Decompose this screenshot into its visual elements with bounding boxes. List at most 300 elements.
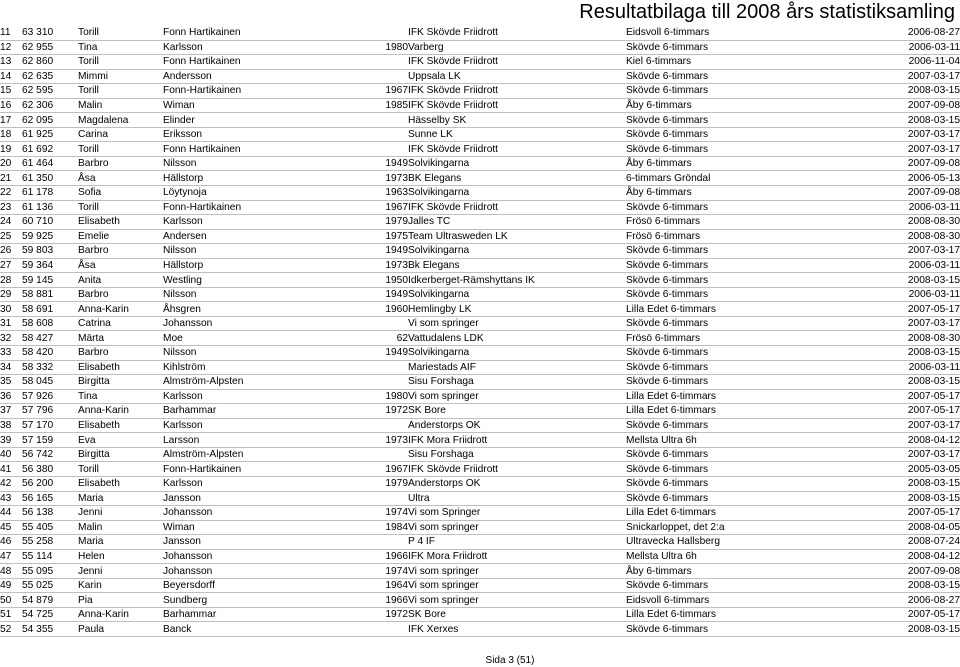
race-cell: Lilla Edet 6-timmars — [626, 389, 880, 404]
rank-cell: 41 — [0, 462, 22, 477]
spacer-cell — [301, 346, 327, 361]
first-name-cell: Catrina — [78, 316, 163, 331]
rank-cell: 20 — [0, 156, 22, 171]
last-name-cell: Fonn-Hartikainen — [163, 84, 301, 99]
birth-year-cell: 1973 — [327, 171, 408, 186]
race-cell: Lilla Edet 6-timmars — [626, 506, 880, 521]
first-name-cell: Torill — [78, 142, 163, 157]
result-cell: 61 350 — [22, 171, 78, 186]
birth-year-cell: 1964 — [327, 578, 408, 593]
spacer-cell — [301, 229, 327, 244]
first-name-cell: Sofia — [78, 186, 163, 201]
date-cell: 2008-03-15 — [880, 578, 960, 593]
first-name-cell: Torill — [78, 84, 163, 99]
result-cell: 62 595 — [22, 84, 78, 99]
table-row — [0, 186, 960, 201]
rank-cell: 22 — [0, 186, 22, 201]
date-cell: 2007-05-17 — [880, 404, 960, 419]
club-cell: Vi som Springer — [408, 506, 626, 521]
birth-year-cell — [327, 418, 408, 433]
table-row — [0, 622, 960, 637]
date-cell: 2006-03-11 — [880, 258, 960, 273]
race-cell: Lilla Edet 6-timmars — [626, 302, 880, 317]
first-name-cell: Torill — [78, 200, 163, 215]
first-name-cell: Jenni — [78, 506, 163, 521]
race-cell: Mellsta Ultra 6h — [626, 549, 880, 564]
last-name-cell: Moe — [163, 331, 301, 346]
spacer-cell — [301, 622, 327, 637]
first-name-cell: Barbro — [78, 244, 163, 259]
spacer-cell — [301, 200, 327, 215]
date-cell: 2007-09-08 — [880, 98, 960, 113]
table-row — [0, 346, 960, 361]
club-cell: Vattudalens LDK — [408, 331, 626, 346]
club-cell: Solvikingarna — [408, 186, 626, 201]
race-cell: Åby 6-timmars — [626, 564, 880, 579]
result-cell: 56 200 — [22, 476, 78, 491]
rank-cell: 36 — [0, 389, 22, 404]
first-name-cell: Maria — [78, 491, 163, 506]
first-name-cell: Barbro — [78, 346, 163, 361]
first-name-cell: Anna-Karin — [78, 302, 163, 317]
result-cell: 61 464 — [22, 156, 78, 171]
table-row — [0, 127, 960, 142]
first-name-cell: Torill — [78, 26, 163, 40]
result-cell: 56 380 — [22, 462, 78, 477]
results-table — [0, 26, 960, 637]
birth-year-cell: 1960 — [327, 302, 408, 317]
spacer-cell — [301, 564, 327, 579]
last-name-cell: Johansson — [163, 316, 301, 331]
table-row — [0, 258, 960, 273]
spacer-cell — [301, 316, 327, 331]
result-cell: 55 258 — [22, 535, 78, 550]
spacer-cell — [301, 258, 327, 273]
first-name-cell: Paula — [78, 622, 163, 637]
table-row — [0, 389, 960, 404]
spacer-cell — [301, 506, 327, 521]
table-row — [0, 593, 960, 608]
date-cell: 2006-05-13 — [880, 171, 960, 186]
spacer-cell — [301, 447, 327, 462]
table-row — [0, 578, 960, 593]
result-cell: 56 742 — [22, 447, 78, 462]
rank-cell: 35 — [0, 375, 22, 390]
race-cell: Skövde 6-timmars — [626, 273, 880, 288]
race-cell: Skövde 6-timmars — [626, 84, 880, 99]
spacer-cell — [301, 273, 327, 288]
last-name-cell: Jansson — [163, 535, 301, 550]
rank-cell: 42 — [0, 476, 22, 491]
date-cell: 2008-03-15 — [880, 84, 960, 99]
birth-year-cell: 1974 — [327, 506, 408, 521]
birth-year-cell: 1980 — [327, 40, 408, 55]
club-cell: Solvikingarna — [408, 346, 626, 361]
race-cell: Ultravecka Hallsberg — [626, 535, 880, 550]
table-row — [0, 360, 960, 375]
result-cell: 58 332 — [22, 360, 78, 375]
first-name-cell: Åsa — [78, 258, 163, 273]
club-cell: Uppsala LK — [408, 69, 626, 84]
spacer-cell — [301, 375, 327, 390]
last-name-cell: Barhammar — [163, 404, 301, 419]
last-name-cell: Karlsson — [163, 215, 301, 230]
date-cell: 2007-09-08 — [880, 564, 960, 579]
table-row — [0, 331, 960, 346]
rank-cell: 15 — [0, 84, 22, 99]
race-cell: Åby 6-timmars — [626, 98, 880, 113]
club-cell: Jalles TC — [408, 215, 626, 230]
result-cell: 58 608 — [22, 316, 78, 331]
birth-year-cell: 1949 — [327, 244, 408, 259]
rank-cell: 30 — [0, 302, 22, 317]
result-cell: 57 170 — [22, 418, 78, 433]
race-cell: Skövde 6-timmars — [626, 244, 880, 259]
first-name-cell: Birgitta — [78, 375, 163, 390]
last-name-cell: Westling — [163, 273, 301, 288]
result-cell: 56 165 — [22, 491, 78, 506]
club-cell: Solvikingarna — [408, 156, 626, 171]
birth-year-cell: 1967 — [327, 200, 408, 215]
race-cell: Lilla Edet 6-timmars — [626, 404, 880, 419]
birth-year-cell: 1975 — [327, 229, 408, 244]
rank-cell: 14 — [0, 69, 22, 84]
race-cell: 6-timmars Gröndal — [626, 171, 880, 186]
birth-year-cell: 1984 — [327, 520, 408, 535]
date-cell: 2008-04-12 — [880, 549, 960, 564]
last-name-cell: Johansson — [163, 506, 301, 521]
date-cell: 2008-03-15 — [880, 622, 960, 637]
last-name-cell: Wiman — [163, 520, 301, 535]
spacer-cell — [301, 462, 327, 477]
first-name-cell: Anna-Karin — [78, 404, 163, 419]
date-cell: 2008-03-15 — [880, 375, 960, 390]
birth-year-cell: 1949 — [327, 346, 408, 361]
first-name-cell: Helen — [78, 549, 163, 564]
rank-cell: 11 — [0, 26, 22, 40]
table-row — [0, 549, 960, 564]
club-cell: Idkerberget-Rämshyttans IK — [408, 273, 626, 288]
club-cell: Vi som springer — [408, 389, 626, 404]
spacer-cell — [301, 40, 327, 55]
birth-year-cell: 1972 — [327, 607, 408, 622]
date-cell: 2006-03-11 — [880, 360, 960, 375]
birth-year-cell — [327, 316, 408, 331]
spacer-cell — [301, 113, 327, 128]
race-cell: Skövde 6-timmars — [626, 346, 880, 361]
spacer-cell — [301, 26, 327, 40]
date-cell: 2005-03-05 — [880, 462, 960, 477]
last-name-cell: Fonn Hartikainen — [163, 142, 301, 157]
birth-year-cell: 62 — [327, 331, 408, 346]
last-name-cell: Johansson — [163, 564, 301, 579]
rank-cell: 24 — [0, 215, 22, 230]
birth-year-cell — [327, 55, 408, 70]
first-name-cell: Torill — [78, 462, 163, 477]
last-name-cell: Hällstorp — [163, 258, 301, 273]
date-cell: 2008-07-24 — [880, 535, 960, 550]
rank-cell: 29 — [0, 287, 22, 302]
first-name-cell: Elisabeth — [78, 215, 163, 230]
race-cell: Frösö 6-timmars — [626, 229, 880, 244]
race-cell: Skövde 6-timmars — [626, 622, 880, 637]
rank-cell: 25 — [0, 229, 22, 244]
race-cell: Skövde 6-timmars — [626, 69, 880, 84]
table-row — [0, 55, 960, 70]
race-cell: Åby 6-timmars — [626, 186, 880, 201]
race-cell: Skövde 6-timmars — [626, 316, 880, 331]
rank-cell: 44 — [0, 506, 22, 521]
table-row — [0, 113, 960, 128]
birth-year-cell — [327, 375, 408, 390]
table-row — [0, 171, 960, 186]
last-name-cell: Andersen — [163, 229, 301, 244]
date-cell: 2008-04-05 — [880, 520, 960, 535]
rank-cell: 32 — [0, 331, 22, 346]
race-cell: Skövde 6-timmars — [626, 142, 880, 157]
club-cell: IFK Skövde Friidrott — [408, 200, 626, 215]
spacer-cell — [301, 171, 327, 186]
club-cell: Vi som springer — [408, 593, 626, 608]
first-name-cell: Mimmi — [78, 69, 163, 84]
result-cell: 61 925 — [22, 127, 78, 142]
last-name-cell: Nilsson — [163, 346, 301, 361]
race-cell: Kiel 6-timmars — [626, 55, 880, 70]
rank-cell: 18 — [0, 127, 22, 142]
table-row — [0, 418, 960, 433]
first-name-cell: Elisabeth — [78, 418, 163, 433]
date-cell: 2006-08-27 — [880, 593, 960, 608]
last-name-cell: Eriksson — [163, 127, 301, 142]
last-name-cell: Andersson — [163, 69, 301, 84]
result-cell: 56 138 — [22, 506, 78, 521]
spacer-cell — [301, 302, 327, 317]
spacer-cell — [301, 476, 327, 491]
last-name-cell: Fonn-Hartikainen — [163, 462, 301, 477]
first-name-cell: Birgitta — [78, 447, 163, 462]
birth-year-cell: 1966 — [327, 549, 408, 564]
last-name-cell: Beyersdorff — [163, 578, 301, 593]
last-name-cell: Karlsson — [163, 476, 301, 491]
birth-year-cell: 1979 — [327, 476, 408, 491]
date-cell: 2008-08-30 — [880, 229, 960, 244]
table-row — [0, 273, 960, 288]
date-cell: 2007-09-08 — [880, 186, 960, 201]
race-cell: Skövde 6-timmars — [626, 578, 880, 593]
spacer-cell — [301, 593, 327, 608]
result-cell: 57 796 — [22, 404, 78, 419]
date-cell: 2007-03-17 — [880, 244, 960, 259]
rank-cell: 47 — [0, 549, 22, 564]
first-name-cell: Anita — [78, 273, 163, 288]
last-name-cell: Karlsson — [163, 418, 301, 433]
race-cell: Frösö 6-timmars — [626, 331, 880, 346]
rank-cell: 48 — [0, 564, 22, 579]
date-cell: 2006-03-11 — [880, 200, 960, 215]
birth-year-cell: 1973 — [327, 433, 408, 448]
race-cell: Mellsta Ultra 6h — [626, 433, 880, 448]
rank-cell: 33 — [0, 346, 22, 361]
first-name-cell: Malin — [78, 520, 163, 535]
rank-cell: 40 — [0, 447, 22, 462]
last-name-cell: Fonn-Hartikainen — [163, 200, 301, 215]
result-cell: 55 025 — [22, 578, 78, 593]
result-cell: 57 926 — [22, 389, 78, 404]
birth-year-cell: 1963 — [327, 186, 408, 201]
result-cell: 62 955 — [22, 40, 78, 55]
club-cell: Sisu Forshaga — [408, 447, 626, 462]
spacer-cell — [301, 244, 327, 259]
first-name-cell: Jenni — [78, 564, 163, 579]
rank-cell: 23 — [0, 200, 22, 215]
last-name-cell: Karlsson — [163, 389, 301, 404]
race-cell: Skövde 6-timmars — [626, 360, 880, 375]
last-name-cell: Almström-Alpsten — [163, 375, 301, 390]
last-name-cell: Fonn Hartikainen — [163, 26, 301, 40]
date-cell: 2007-05-17 — [880, 506, 960, 521]
first-name-cell: Maria — [78, 535, 163, 550]
spacer-cell — [301, 389, 327, 404]
result-cell: 58 045 — [22, 375, 78, 390]
birth-year-cell: 1966 — [327, 593, 408, 608]
club-cell: Solvikingarna — [408, 244, 626, 259]
spacer-cell — [301, 156, 327, 171]
result-cell: 55 405 — [22, 520, 78, 535]
rank-cell: 21 — [0, 171, 22, 186]
spacer-cell — [301, 55, 327, 70]
rank-cell: 52 — [0, 622, 22, 637]
first-name-cell: Märta — [78, 331, 163, 346]
date-cell: 2008-08-30 — [880, 331, 960, 346]
club-cell: BK Elegans — [408, 171, 626, 186]
result-cell: 62 635 — [22, 69, 78, 84]
result-cell: 59 925 — [22, 229, 78, 244]
rank-cell: 28 — [0, 273, 22, 288]
last-name-cell: Jansson — [163, 491, 301, 506]
first-name-cell: Tina — [78, 40, 163, 55]
last-name-cell: Löytynoja — [163, 186, 301, 201]
result-cell: 61 136 — [22, 200, 78, 215]
table-row — [0, 26, 960, 40]
rank-cell: 16 — [0, 98, 22, 113]
date-cell: 2006-11-04 — [880, 55, 960, 70]
club-cell: Vi som springer — [408, 316, 626, 331]
spacer-cell — [301, 578, 327, 593]
club-cell: Vi som springer — [408, 578, 626, 593]
date-cell: 2007-03-17 — [880, 142, 960, 157]
rank-cell: 51 — [0, 607, 22, 622]
birth-year-cell — [327, 142, 408, 157]
birth-year-cell: 1973 — [327, 258, 408, 273]
table-row — [0, 316, 960, 331]
race-cell: Eidsvoll 6-timmars — [626, 26, 880, 40]
birth-year-cell — [327, 622, 408, 637]
date-cell: 2007-03-17 — [880, 316, 960, 331]
table-row — [0, 476, 960, 491]
table-row — [0, 302, 960, 317]
race-cell: Lilla Edet 6-timmars — [626, 607, 880, 622]
race-cell: Frösö 6-timmars — [626, 215, 880, 230]
club-cell: Vi som springer — [408, 520, 626, 535]
table-row — [0, 244, 960, 259]
table-row — [0, 142, 960, 157]
date-cell: 2006-03-11 — [880, 287, 960, 302]
first-name-cell: Barbro — [78, 287, 163, 302]
rank-cell: 34 — [0, 360, 22, 375]
result-cell: 54 879 — [22, 593, 78, 608]
table-row — [0, 84, 960, 99]
race-cell: Eidsvoll 6-timmars — [626, 593, 880, 608]
club-cell: IFK Skövde Friidrott — [408, 98, 626, 113]
race-cell: Skövde 6-timmars — [626, 375, 880, 390]
rank-cell: 37 — [0, 404, 22, 419]
date-cell: 2008-03-15 — [880, 113, 960, 128]
birth-year-cell: 1949 — [327, 156, 408, 171]
result-cell: 58 881 — [22, 287, 78, 302]
last-name-cell: Larsson — [163, 433, 301, 448]
result-cell: 62 306 — [22, 98, 78, 113]
result-cell: 61 692 — [22, 142, 78, 157]
first-name-cell: Magdalena — [78, 113, 163, 128]
birth-year-cell: 1950 — [327, 273, 408, 288]
last-name-cell: Sundberg — [163, 593, 301, 608]
result-cell: 58 691 — [22, 302, 78, 317]
first-name-cell: Åsa — [78, 171, 163, 186]
spacer-cell — [301, 360, 327, 375]
race-cell: Skövde 6-timmars — [626, 258, 880, 273]
spacer-cell — [301, 84, 327, 99]
table-row — [0, 69, 960, 84]
birth-year-cell: 1967 — [327, 84, 408, 99]
spacer-cell — [301, 549, 327, 564]
rank-cell: 38 — [0, 418, 22, 433]
table-row — [0, 491, 960, 506]
first-name-cell: Carina — [78, 127, 163, 142]
date-cell: 2008-03-15 — [880, 476, 960, 491]
first-name-cell: Emelie — [78, 229, 163, 244]
rank-cell: 19 — [0, 142, 22, 157]
club-cell: Sunne LK — [408, 127, 626, 142]
spacer-cell — [301, 331, 327, 346]
race-cell: Skövde 6-timmars — [626, 287, 880, 302]
birth-year-cell — [327, 491, 408, 506]
table-row — [0, 506, 960, 521]
club-cell: IFK Skövde Friidrott — [408, 55, 626, 70]
club-cell: IFK Skövde Friidrott — [408, 462, 626, 477]
date-cell: 2008-03-15 — [880, 491, 960, 506]
result-cell: 54 725 — [22, 607, 78, 622]
last-name-cell: Banck — [163, 622, 301, 637]
result-cell: 60 710 — [22, 215, 78, 230]
club-cell: IFK Mora Friidrott — [408, 433, 626, 448]
rank-cell: 43 — [0, 491, 22, 506]
club-cell: Anderstorps OK — [408, 418, 626, 433]
last-name-cell: Barhammar — [163, 607, 301, 622]
spacer-cell — [301, 215, 327, 230]
last-name-cell: Kihlström — [163, 360, 301, 375]
spacer-cell — [301, 127, 327, 142]
birth-year-cell — [327, 535, 408, 550]
race-cell: Skövde 6-timmars — [626, 127, 880, 142]
result-cell: 61 178 — [22, 186, 78, 201]
rank-cell: 17 — [0, 113, 22, 128]
date-cell: 2007-03-17 — [880, 418, 960, 433]
spacer-cell — [301, 69, 327, 84]
date-cell: 2007-05-17 — [880, 389, 960, 404]
table-row — [0, 520, 960, 535]
birth-year-cell — [327, 26, 408, 40]
club-cell: Bk Elegans — [408, 258, 626, 273]
